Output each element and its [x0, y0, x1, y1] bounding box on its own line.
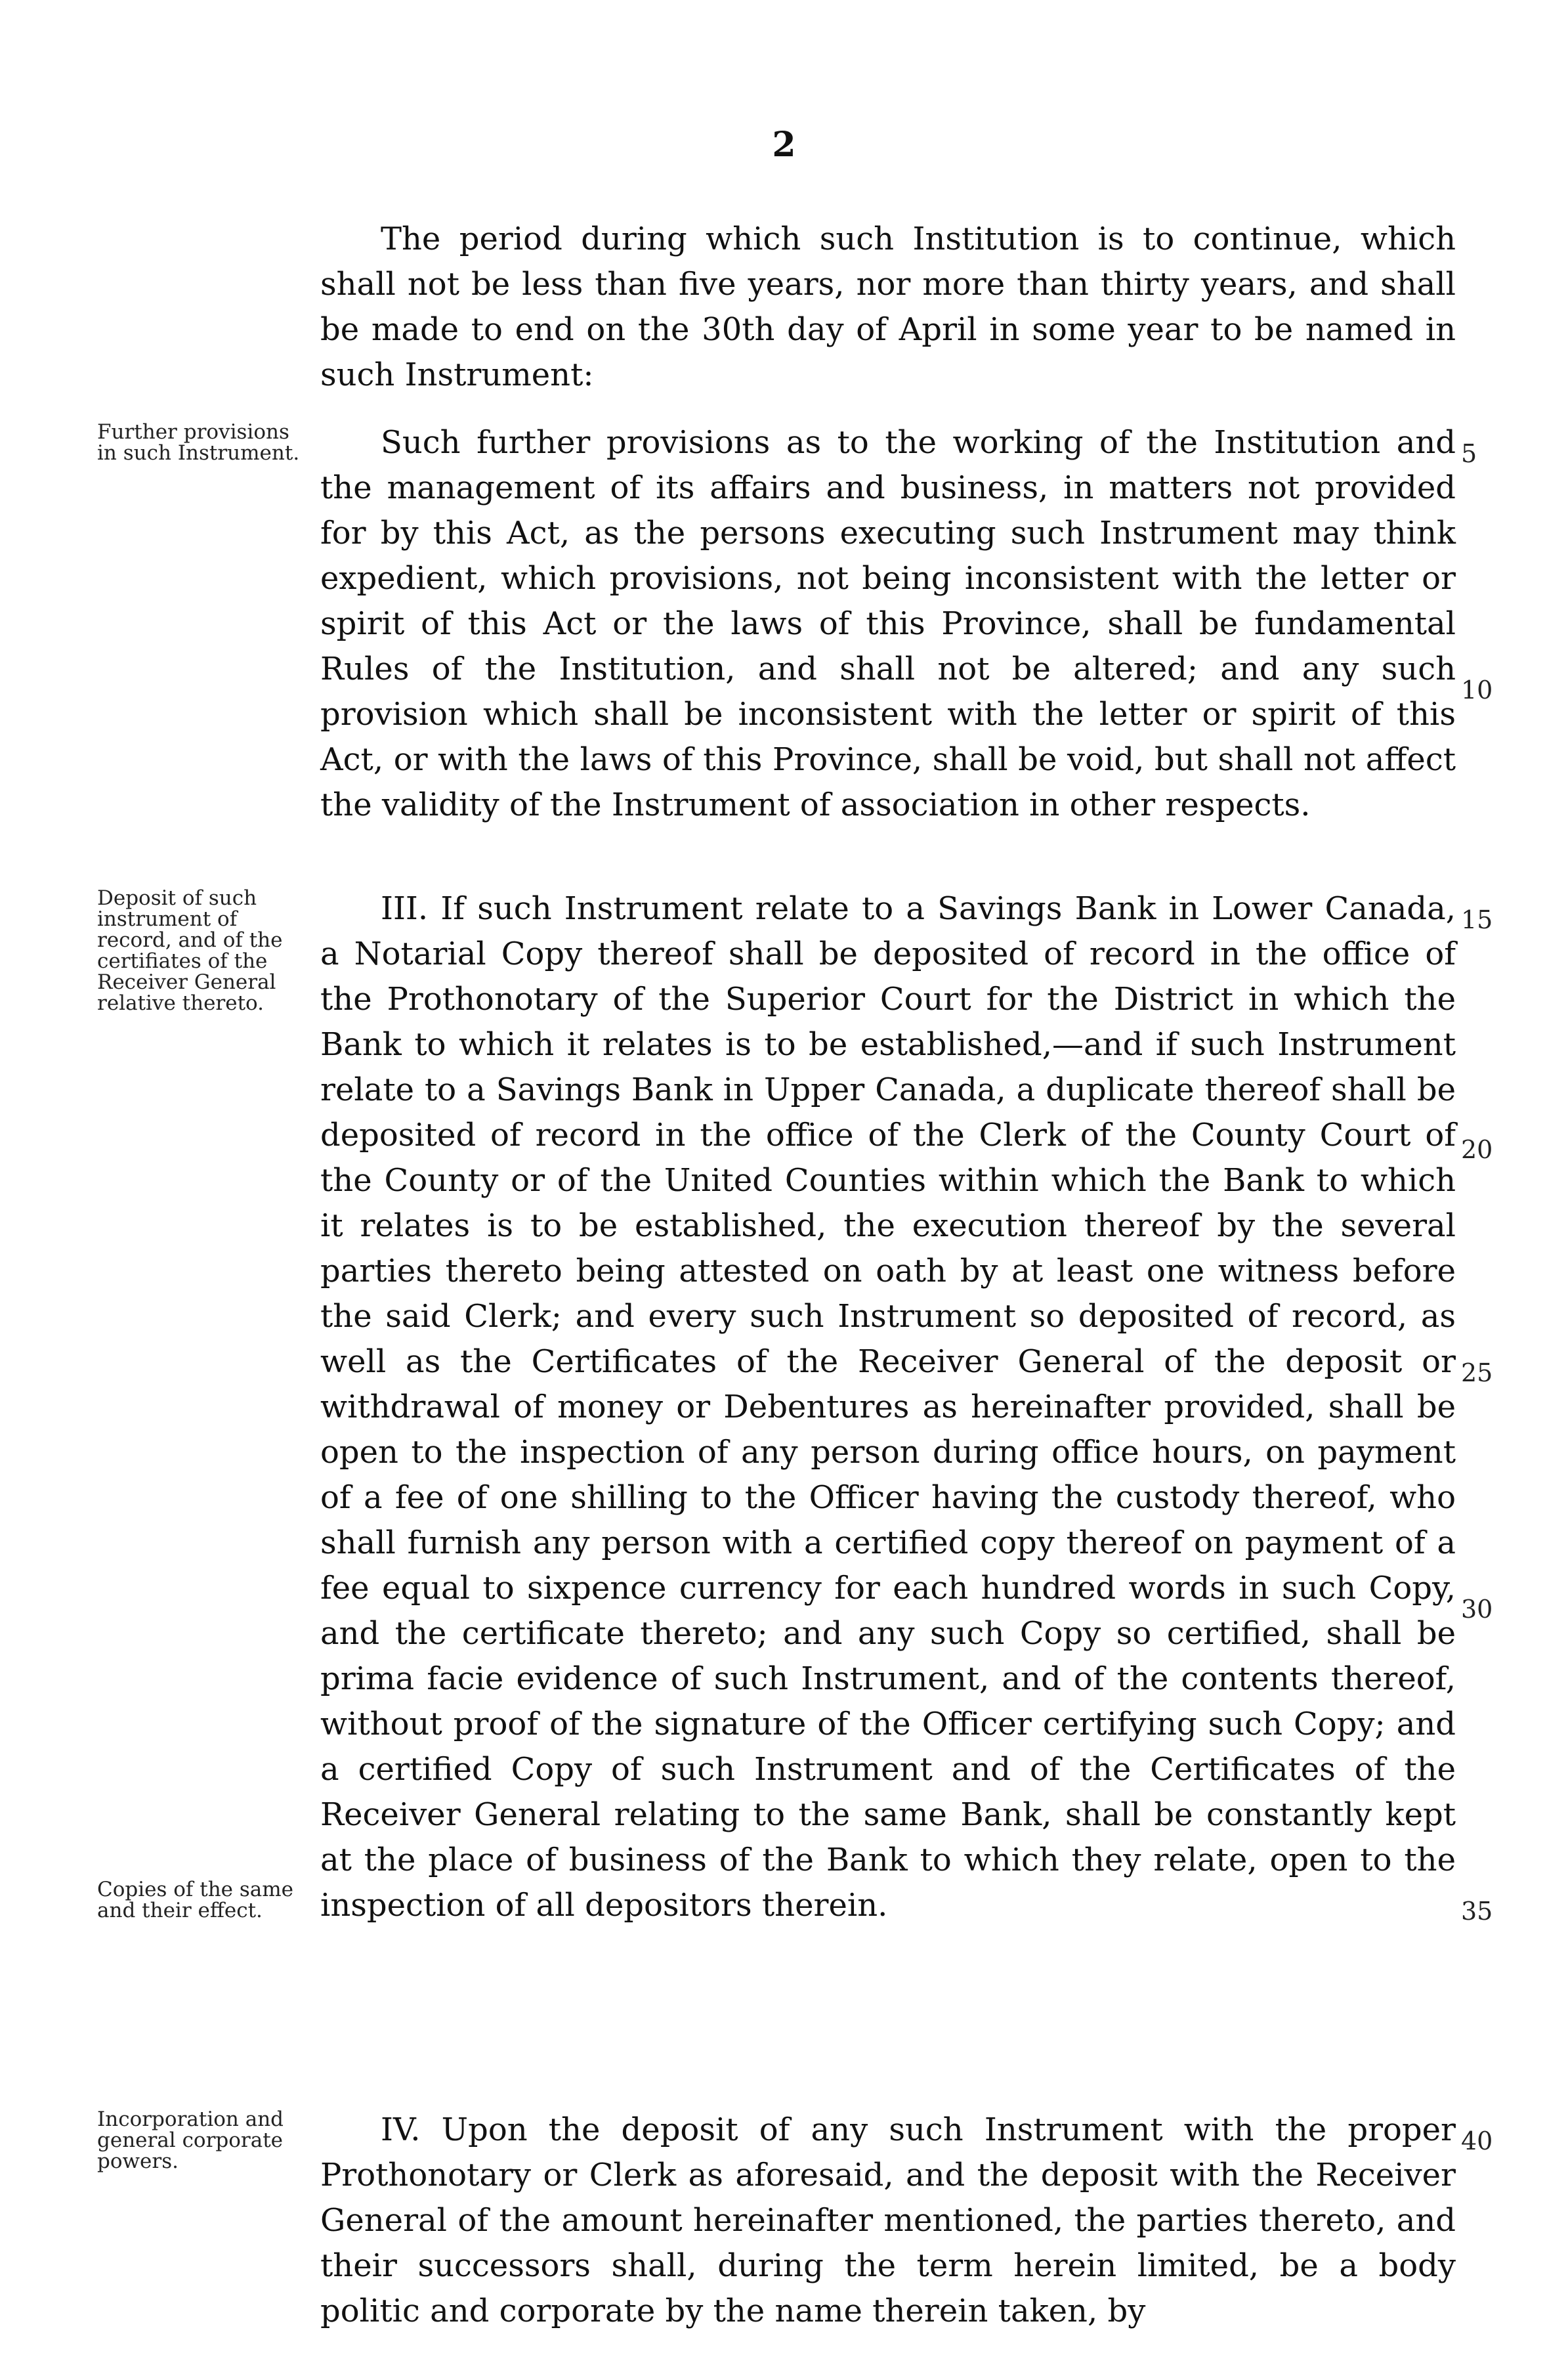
paragraph-text: The period during which such Institution is to continue, which shall not be less than five years, nor more than thirty years, and shall be made to end on the 30th day of April in some year to be named in such Instrument: — [320, 221, 1456, 393]
line-number: 20 — [1461, 1135, 1493, 1164]
line-number: 40 — [1461, 2127, 1493, 2155]
paragraph-text: Such further provisions as to the working of the Institution and the management of its affairs and business, in matters not provided for by this Act, as the persons executing such Instrument may think expedient, which provisions, not being inconsistent with the letter or spirit of this Act or the laws of this Province, shall be fundamental Rules of the Institution, and shall not be altered; and any such provision which shall be inconsistent with the letter or spirit of this Act, or with the laws of this Province, shall be void, but shall not affect the validity of the Instrument of association in other respects. — [320, 424, 1456, 823]
margin-note-deposit-of-record: Deposit of such instrument of record, and of the certifiates of the Receiver General relative thereto. — [97, 886, 283, 1015]
margin-note-further-provisions: Further provisions in such Instrument. — [97, 420, 300, 465]
line-number: 5 — [1461, 439, 1477, 468]
section-number: III. — [381, 890, 429, 927]
paragraph-text — [320, 2107, 1456, 2334]
margin-note-copies-effect: Copies of the same and their effect. — [97, 1878, 293, 1922]
section-number: IV. — [381, 2111, 421, 2148]
paragraph-text — [320, 886, 1456, 1928]
section-body: If such Instrument relate to a Savings Bank in Lower Canada, a Notarial Copy thereof shall be deposited of record in the office of the Prothonotary of the Superior Court for the District in which the Bank to which it relates is to be established,—and if such Instrument relate to a Savings Bank in Upper Canada, a duplicate thereof shall be deposited of record in the office of the Clerk of the County Court of the County or of the United Counties within which the Bank to which it relates is to be established, the execution thereof by the several parties thereto being attested on oath by at least one witness before the said Clerk; and every such Instrument so deposited of record, as well as the Certificates of the Receiver General of the deposit or withdrawal of money or Debentures as hereinafter provided, shall be open to the inspection of any person during office hours, on payment of a fee of one shilling to the Officer having the custody thereof, who shall furnish any person with a certified copy thereof on payment of a fee equal to sixpence currency for each hundred words in such Copy, and the certificate thereto; and any such Copy so certified, shall be prima facie evidence of such Instrument, and of the contents thereof, without proof of the signature of the Officer certifying such Copy; and a certified Copy of such Instrument and of the Certificates of the Receiver General relating to the same Bank, shall be constantly kept at the place of business of the Bank to which they relate, open to the inspection of all depositors therein. — [320, 890, 1456, 1924]
section-iv — [320, 2107, 1456, 2334]
margin-note-incorporation: Incorporation and general corporate powers. — [97, 2107, 284, 2173]
page-number: 2 — [772, 125, 796, 165]
paragraph-duration — [320, 217, 1456, 398]
line-number: 10 — [1461, 676, 1493, 704]
paragraph-further-provisions — [320, 420, 1456, 828]
line-number: 30 — [1461, 1595, 1493, 1624]
section-iii — [320, 886, 1456, 1928]
section-body: Upon the deposit of any such Instrument with the proper Prothonotary or Clerk as aforesaid, and the deposit with the Receiver General of the amount hereinafter mentioned, the parties thereto, and their successors shall, during the term herein limited, be a body politic and corporate by the name therein taken, by — [320, 2111, 1456, 2329]
line-number: 35 — [1461, 1897, 1493, 1926]
line-number: 25 — [1461, 1358, 1493, 1387]
line-number: 15 — [1461, 905, 1493, 934]
